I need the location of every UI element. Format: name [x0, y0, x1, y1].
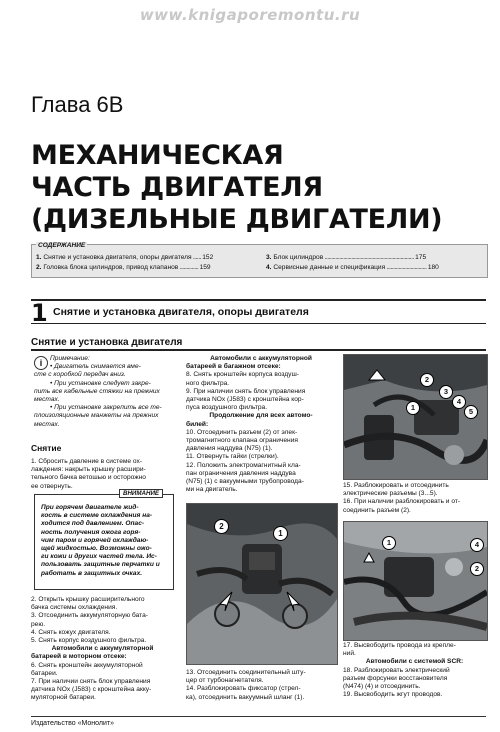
toc-item-num: 2. — [36, 264, 42, 271]
note-line: сте с коробкой передач вниз. — [34, 371, 126, 379]
toc-item-page: 152 — [202, 254, 214, 261]
text-line: батареи. — [31, 669, 58, 677]
text-line: батареей в багажном отсеке: — [186, 363, 281, 371]
warning-line: кость в системе охлаждения на- — [41, 512, 153, 520]
text-line: тромагнитного клапана ограничения — [186, 437, 298, 445]
text-block — [31, 458, 174, 491]
subheading: Снятие и установка двигателя — [31, 337, 486, 351]
text-line: 3. Отсоединить аккумуляторную бата- — [31, 612, 148, 620]
toc-item-text: Снятие и установка двигателя, опоры двигателя — [43, 254, 192, 261]
toc-item-num: 3. — [266, 254, 272, 261]
text-line: 9. При наличии снять блок управления — [186, 387, 306, 395]
note-line: • При установке следует закре- — [50, 379, 151, 387]
text-line: цер от турбонагнетателя. — [186, 677, 264, 685]
publisher-footer: Издательство «Монолит» — [31, 720, 115, 727]
text-line: соединить разъем (2). — [343, 506, 411, 514]
note-line: Примечание: — [50, 355, 90, 362]
text-line: давления наддува (N75) (1). — [186, 445, 273, 453]
callout-badge: 4 — [470, 538, 484, 552]
text-line: 7. При наличии снять блок управления — [31, 678, 151, 686]
text-block — [186, 669, 336, 702]
text-line: 14. Разблокировать фиксатор (стрел- — [186, 685, 301, 693]
text-line: 10. Отсоединить разъем (2) от элек- — [186, 428, 298, 436]
text-line: 6. Снять кронштейн аккумуляторной — [31, 661, 143, 669]
warning-line: пользовать защитные перчатки и — [41, 561, 160, 569]
text-line: Автомобили с аккумуляторной — [210, 355, 312, 362]
warning-line: ность получения ожога горя- — [41, 528, 141, 536]
text-line: лаждения: накрыть крышку расшири- — [31, 466, 146, 474]
text-line: ее отвернуть. — [31, 482, 73, 490]
section-header — [31, 299, 486, 327]
text-line: датчика NOx (J583) с кронштейна акку- — [31, 686, 152, 694]
text-line: ка), отсоединить вакуумный шланг (1). — [186, 693, 305, 701]
page-title — [31, 140, 442, 236]
photo-connector — [186, 503, 338, 665]
toc-item-text: Сервисные данные и спецификация — [273, 264, 386, 271]
text-line: 19. Высвободить жгут проводов. — [343, 691, 443, 699]
text-line: пан ограничения давления наддува — [186, 469, 296, 477]
text-line: 13. Отсоединить соединительный шту- — [186, 669, 306, 676]
text-line: 18. Разблокировать электрический — [343, 666, 450, 674]
warning-line: щей жидкостью. Возможны ожо- — [41, 545, 152, 553]
warning-line: При горячем двигателе жид- — [41, 504, 139, 511]
toc-item-page: 159 — [199, 264, 211, 271]
text-line: 15. Разблокировать и отсоединить — [343, 482, 449, 489]
callout-badge: 1 — [273, 526, 288, 541]
text-line: 17. Высвободить провода из крепле- — [343, 642, 456, 649]
text-line: Продолжение для всех автомо- — [209, 412, 313, 420]
note-line: пить все кабельные стяжки на прежних — [34, 387, 160, 395]
callout-badge: 1 — [382, 536, 396, 550]
text-line: 2. Открыть крышку расширительного — [31, 596, 145, 603]
note-line: • Двигатель снимается вме- — [50, 363, 141, 371]
warning-line: ги кожи и других частей тела. Ис- — [41, 553, 157, 561]
callout-badge: 3 — [439, 385, 453, 399]
note-line: плоизоляционные манжеты на прежних — [34, 412, 159, 420]
footer-divider — [31, 716, 486, 717]
text-line: датчика NOx (J583) с кронштейна кор- — [186, 396, 304, 404]
text-line: билей: — [186, 420, 209, 428]
info-icon: i — [34, 356, 48, 370]
text-line: Автомобили с системой SCR: — [365, 658, 464, 666]
warning-line: ходится под давлением. Опас- — [41, 520, 145, 528]
watermark: www.knigaporemontu.ru — [139, 6, 361, 24]
toc-item-page: 175 — [415, 254, 427, 261]
text-line: рею. — [31, 620, 46, 628]
section-title: Снятие и установка двигателя, опоры двигателя — [53, 306, 309, 318]
toc-item[interactable]: 3. Блок цилиндров ................................................................... 175 — [266, 254, 427, 261]
text-line: бачка системы охлаждения. — [31, 604, 118, 612]
text-line: 1. Сбросить давление в системе ох- — [31, 458, 143, 465]
text-line: пуса воздушного фильтра. — [186, 404, 268, 412]
title-line: (ДИЗЕЛЬНЫЕ ДВИГАТЕЛИ) — [31, 204, 443, 235]
warning-line: чим паром и горячей охлаждаю- — [41, 536, 149, 544]
toc-item[interactable]: 4. Сервисные данные и спецификация .............................. 180 — [266, 264, 439, 271]
text-line: (N75) (1) с вакуумными трубопровода- — [186, 478, 304, 486]
warning-box — [34, 490, 174, 590]
callout-badge: 4 — [452, 395, 466, 409]
text-block — [186, 355, 336, 494]
callout-badge: 2 — [470, 562, 484, 576]
chapter-label: Глава 6В — [31, 92, 124, 117]
toc-item[interactable]: 1. Снятие и установка двигателя, опоры двигателя ...... 152 — [36, 254, 214, 261]
toc-item-text: Головка блока цилиндров, привод клапанов — [43, 264, 179, 271]
text-line: муляторной батареи. — [31, 694, 96, 702]
text-line: 11. Отвернуть гайки (стрелки). — [186, 453, 279, 461]
text-line: ми на двигатель. — [186, 486, 238, 494]
removal-heading: Снятие — [31, 443, 62, 453]
text-line: ний. — [343, 650, 356, 658]
callout-badge: 5 — [464, 405, 478, 419]
table-of-contents — [31, 244, 488, 278]
toc-item-num: 1. — [36, 254, 42, 261]
note-line: местах. — [34, 420, 60, 428]
text-line: ного фильтра. — [186, 379, 230, 387]
text-block — [31, 596, 174, 703]
toc-item-num: 4. — [266, 264, 272, 271]
callout-badge: 2 — [214, 519, 229, 534]
warning-tag: ВНИМАНИЕ — [119, 489, 163, 498]
text-line: батареей в моторном отсеке: — [31, 653, 127, 661]
photo-engine-connectors — [343, 354, 488, 480]
text-line: 5. Снять корпус воздушного фильтра. — [31, 637, 147, 645]
callout-badge: 1 — [406, 401, 420, 415]
text-line: 16. При наличии разблокировать и от- — [343, 498, 461, 506]
text-line: электрические разъемы (3...5). — [343, 490, 438, 498]
toc-item-text: Блок цилиндров — [273, 254, 324, 261]
section-number: 1 — [31, 299, 48, 327]
warning-text — [41, 504, 169, 578]
text-block — [343, 642, 486, 699]
toc-label: СОДЕРЖАНИЕ — [38, 242, 86, 249]
title-line: МЕХАНИЧЕСКАЯ — [31, 140, 284, 171]
text-line: 4. Снять кожух двигателя. — [31, 628, 111, 636]
toc-item[interactable]: 2. Головка блока цилиндров, привод клапанов .............. 159 — [36, 264, 211, 271]
title-line: ЧАСТЬ ДВИГАТЕЛЯ — [31, 172, 323, 203]
callout-badge: 2 — [420, 373, 434, 387]
warning-line: работать в защитных очках. — [41, 569, 143, 577]
toc-item-page: 180 — [427, 264, 439, 271]
note-line: • При установке закрепить все те- — [50, 404, 162, 412]
text-line: тельного бачка ветошью и осторожно — [31, 474, 146, 482]
text-line: (N474) (4) и отсоединить. — [343, 683, 421, 691]
text-line: Автомобили с аккумуляторной — [51, 645, 154, 653]
text-line: разъем форсунки восстановителя — [343, 674, 448, 682]
note-line: местах. — [34, 396, 60, 404]
text-line: 12. Положить электромагнитный кла- — [186, 461, 301, 469]
photo-wiring — [343, 521, 488, 641]
note-block — [34, 355, 174, 429]
text-line: 8. Снять кронштейн корпуса воздуш- — [186, 371, 299, 379]
text-block — [343, 482, 486, 515]
